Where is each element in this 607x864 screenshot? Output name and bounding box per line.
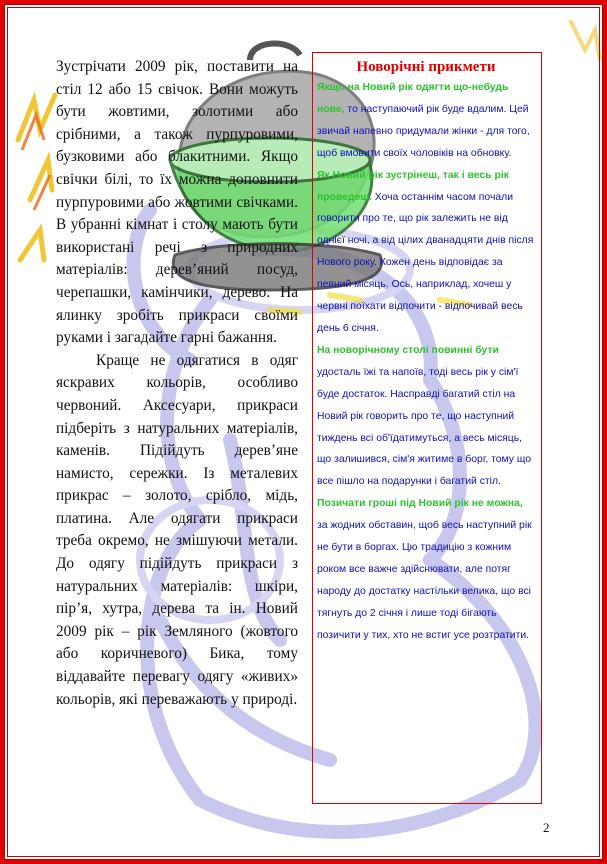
sign-item (317, 340, 535, 493)
sign-item (317, 165, 535, 340)
sign-lead: Як Новий рік зустрінеш, так і весь рік проведеш. (317, 169, 509, 203)
signs-title: Новорічні прикмети (356, 59, 496, 75)
paragraph: Краще не одягатися в одяг яскравих кольорів, особливо червоний. Аксесуари, прикраси підберіть з натуральних матеріалів, каменів. Підійдуть дерев’яне намисто, сережки. Із металевих прикрас – золото, срібло, мідь, платина. Але одягати прикраси треба окремо, не змішуючи метали. До одягу підійдуть прикраси з натуральних матеріалів: шкіри, пір’я, хутра, дерева та ін. Новий 2009 рік – рік Земляного (жовтого або коричневого) Бика, тому віддавайте перевагу одягу «живих» кольорів, які переважають у природі. (56, 351, 298, 708)
page-number: 2 (543, 820, 550, 835)
sign-item (317, 77, 535, 165)
new-year-signs-box (312, 52, 542, 804)
sign-text: Хоча останнім часом почали говорити про те, що рік залежить не від однієї ночі, а від цілих дванадцяти днів після Нового року. Кожен день відповідає за певний місяць. Ось, наприклад, хочеш у червні поїхати відпочити - відпочивай весь день 6 січня. (317, 191, 534, 334)
sign-lead: Позичати гроші під Новий рік не можна, (317, 498, 523, 510)
paragraph: Зустрічати 2009 рік, поставити на стіл 12 або 15 свічок. Вони можуть бути жовтими, золотими або срібними, а також пурпуровими, бузковими або блакитними. Якщо свічки білі, то їх можна доповнити пурпуровими або жовтими свічками. В убранні кімнат і столу мають бути використані речі з природних матеріалів: дерев’яний посуд, черепашки, камінчики, дерево. На ялинку зробіть прикраси своїми руками і загадайте гарні бажання. (56, 58, 298, 347)
sign-text: то наступаючий рік буде вдалим. Цей звичай напевно придумали жінки - для того, щоб вмовити своїх чоловіків на обновку. (317, 103, 530, 159)
sign-text: удосталь їжі та напоїв, тоді весь рік у сім'ї буде достаток. Насправді багатий стіл на Новий рік говорить про те, що наступний тиждень всі об'їдатимуться, а весь місяць, що залишився, сім'я житиме в борг, тому що все пішло на подарунки і багатий стіл. (317, 366, 532, 488)
sign-lead: На новорічному столі повинні бути (317, 344, 499, 356)
sign-item (317, 493, 535, 646)
left-column (56, 56, 298, 711)
sign-lead: Якщо на Новий рік одягти що-небудь нове, (317, 82, 509, 115)
sign-text: за жодних обставин, щоб весь наступний рік не бути в боргах. Цю традицію з кожним роком все важче здійснювати, але потяг народу до достатку настільки велика, що всі тягнуть до 2 січня і лише тоді бігають позичити у тих, хто не встиг усе розтратити. (317, 520, 532, 641)
